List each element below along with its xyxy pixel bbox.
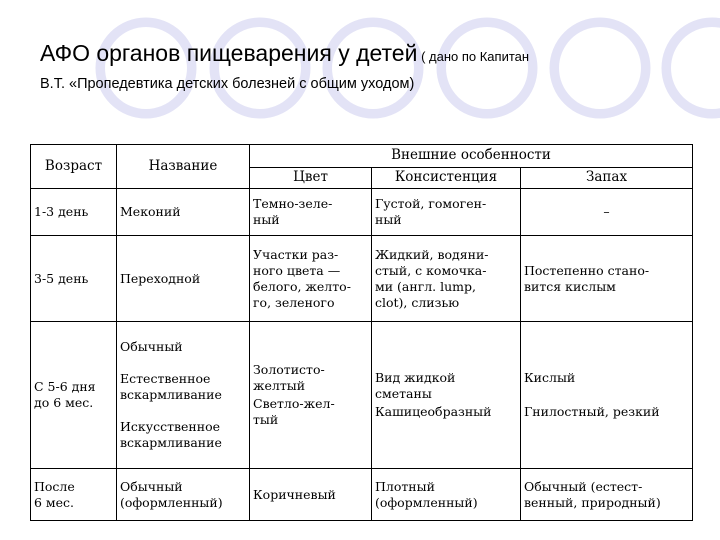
cell-color-sub: Золотисто- желтый [253,362,325,393]
cell-age: С 5-6 дня до 6 мес. [31,322,117,469]
cell-name: Переходной [117,236,250,322]
cell-consistency-sub: Кашицеобразный [375,404,492,419]
cell-smell: Обычный (естест- венный, природный) [521,469,693,521]
header-age: Возраст [31,145,117,189]
header-smell: Запах [521,168,693,189]
table-row [31,322,693,469]
header-name: Название [117,145,250,189]
cell-consistency: Жидкий, водяни- стый, с комочка- ми (англ. lump, clot), слизью [372,236,521,322]
header-consistency: Консистенция [372,168,521,189]
cell-smell-sub: Кислый [524,370,576,385]
cell-consistency: Густой, гомоген- ный [372,189,521,236]
cell-color: Участки раз- ного цвета — белого, желто- го, зеленого [250,236,372,322]
cell-color: Темно-зеле- ный [250,189,372,236]
cell-consistency [372,322,521,469]
cell-age: После 6 мес. [31,469,117,521]
cell-name-sub: Искусственное вскармливание [120,419,222,450]
title-main: АФО органов пищеварения у детей [40,40,418,66]
cell-smell: – [521,189,693,236]
cell-name [117,322,250,469]
decorative-circles [0,0,720,140]
cell-consistency: Плотный (оформленный) [372,469,521,521]
stool-characteristics-table [30,144,693,521]
header-color: Цвет [250,168,372,189]
cell-smell-sub: Гнилостный, резкий [524,404,660,419]
table-row [31,189,693,236]
slide-subtitle: В.Т. «Пропедевтика детских болезней с общим уходом) [40,76,415,92]
title-note: ( дано по Капитан [417,49,530,64]
cell-name: Обычный (оформленный) [117,469,250,521]
header-external: Внешние особенности [250,145,693,168]
cell-name: Меконий [117,189,250,236]
cell-smell: Постепенно стано- вится кислым [521,236,693,322]
cell-age: 1-3 день [31,189,117,236]
slide-title [40,40,710,70]
cell-color [250,322,372,469]
table-row [31,469,693,521]
cell-name-sub: Естественное вскармливание [120,371,222,402]
cell-color-sub: Светло-жел- тый [253,396,335,427]
cell-color: Коричневый [250,469,372,521]
cell-consistency-sub: Вид жидкой сметаны [375,370,456,401]
table-row [31,236,693,322]
cell-smell [521,322,693,469]
header-row-1 [31,145,693,168]
cell-name-label: Обычный [120,339,183,354]
cell-age: 3-5 день [31,236,117,322]
